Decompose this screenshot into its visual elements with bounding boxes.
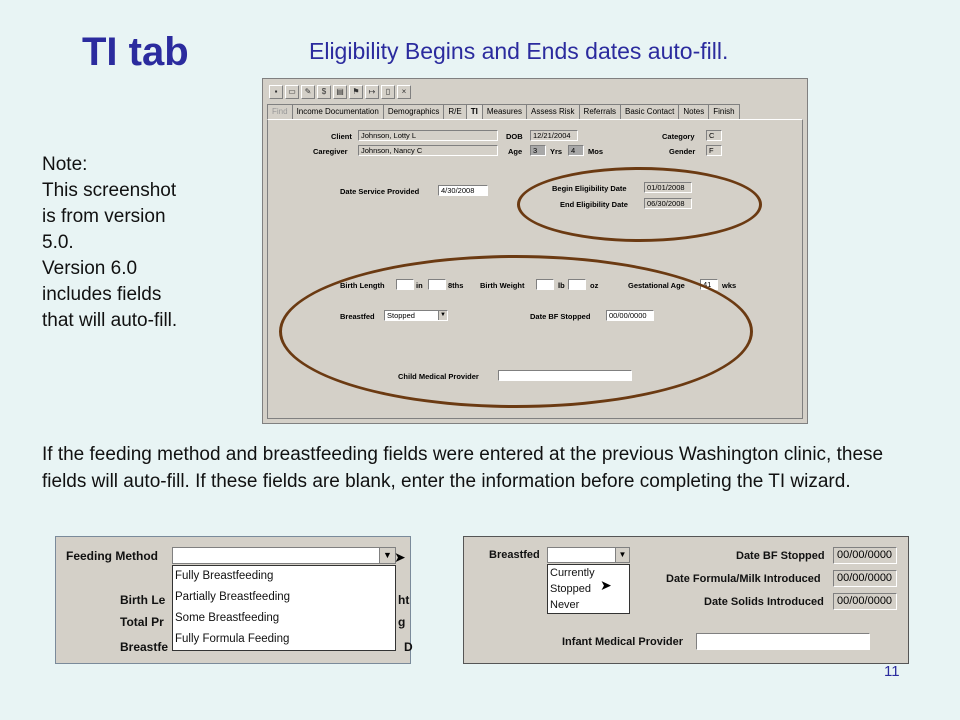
breastfed-label-partial: Breastfe bbox=[120, 640, 169, 654]
slide-title: TI tab bbox=[82, 30, 189, 74]
tools-icon[interactable]: ✎ bbox=[301, 85, 315, 99]
gender-field: F bbox=[706, 145, 722, 156]
right-label-partial: g bbox=[398, 615, 406, 629]
date-solids-field[interactable]: 00/00/0000 bbox=[833, 593, 897, 610]
note-line: 5.0. bbox=[42, 232, 74, 253]
eighths-label: 8ths bbox=[448, 281, 464, 290]
date-formula-label: Date Formula/Milk Introduced bbox=[666, 573, 821, 585]
birth-weight-label: Birth Weight bbox=[480, 281, 525, 290]
page-number: 11 bbox=[884, 663, 900, 680]
infant-medical-provider-label: Infant Medical Provider bbox=[562, 636, 684, 648]
right-label-partial: ht bbox=[398, 593, 410, 607]
list-item[interactable]: Currently bbox=[550, 567, 595, 579]
birth-weight-lb-input[interactable] bbox=[536, 279, 554, 290]
feeding-method-options bbox=[172, 565, 396, 651]
birth-length-in-input[interactable] bbox=[396, 279, 414, 290]
end-eligibility-label: End Eligibility Date bbox=[560, 200, 628, 209]
print-icon[interactable]: ▭ bbox=[285, 85, 299, 99]
infant-medical-provider-input[interactable] bbox=[696, 633, 870, 650]
tab-referrals[interactable]: Referrals bbox=[579, 104, 621, 119]
tab-assess-risk[interactable]: Assess Risk bbox=[526, 104, 580, 119]
feeding-method-screenshot bbox=[55, 536, 411, 664]
list-item[interactable]: Fully Breastfeeding bbox=[175, 570, 274, 582]
tab-demographics[interactable]: Demographics bbox=[383, 104, 445, 119]
breastfed-value: Stopped bbox=[387, 311, 415, 320]
end-eligibility-field: 06/30/2008 bbox=[644, 198, 692, 209]
tab-ti[interactable]: TI bbox=[466, 104, 483, 119]
caregiver-label: Caregiver bbox=[313, 147, 348, 156]
birth-length-8ths-input[interactable] bbox=[428, 279, 446, 290]
caregiver-field: Johnson, Nancy C bbox=[358, 145, 498, 156]
note-line: that will auto-fill. bbox=[42, 310, 178, 331]
date-service-input[interactable]: 4/30/2008 bbox=[438, 185, 488, 196]
mouse-cursor-icon: ➤ bbox=[394, 549, 406, 565]
note-line: is from version bbox=[42, 206, 166, 227]
ounces-label: oz bbox=[590, 281, 599, 290]
date-bf-stopped-field[interactable]: 00/00/0000 bbox=[833, 547, 897, 564]
tab-measures[interactable]: Measures bbox=[482, 104, 527, 119]
category-label: Category bbox=[662, 132, 695, 141]
breastfed-options bbox=[547, 564, 630, 614]
version-note bbox=[42, 152, 232, 334]
pounds-label: lb bbox=[558, 281, 565, 290]
gender-label: Gender bbox=[669, 147, 696, 156]
birth-length-label-partial: Birth Le bbox=[120, 593, 166, 607]
list-item[interactable]: Stopped bbox=[550, 583, 591, 595]
chevron-down-icon[interactable]: ▼ bbox=[438, 311, 447, 320]
tab-re[interactable]: R/E bbox=[443, 104, 466, 119]
birth-weight-oz-input[interactable] bbox=[568, 279, 586, 290]
gestational-age-label: Gestational Age bbox=[628, 281, 685, 290]
date-service-label: Date Service Provided bbox=[340, 187, 420, 196]
note-line: includes fields bbox=[42, 284, 162, 305]
tab-notes[interactable]: Notes bbox=[678, 104, 709, 119]
child-medical-provider-label: Child Medical Provider bbox=[398, 372, 479, 381]
years-label: Yrs bbox=[550, 147, 563, 156]
chevron-down-icon[interactable]: ▼ bbox=[379, 548, 395, 563]
export-icon[interactable]: ↦ bbox=[365, 85, 379, 99]
ti-tab-screenshot bbox=[262, 78, 808, 424]
dob-label: DOB bbox=[506, 132, 523, 141]
instructions-text: If the feeding method and breastfeeding fields were entered at the previous Washington clinic, these fields will auto-fill. If these fields are blank, enter the information before completing the TI wizard. bbox=[42, 444, 884, 492]
client-label: Client bbox=[331, 132, 352, 141]
dollar-icon[interactable]: $ bbox=[317, 85, 331, 99]
list-item[interactable]: Partially Breastfeeding bbox=[175, 591, 291, 603]
list-item[interactable]: Some Breastfeeding bbox=[175, 612, 280, 624]
total-label-partial: Total Pr bbox=[120, 615, 164, 629]
begin-eligibility-field: 01/01/2008 bbox=[644, 182, 692, 193]
age-years-field: 3 bbox=[530, 145, 546, 156]
list-item[interactable]: Fully Formula Feeding bbox=[175, 633, 290, 645]
months-label: Mos bbox=[588, 147, 603, 156]
chevron-down-icon[interactable]: ▼ bbox=[615, 548, 629, 562]
date-solids-label: Date Solids Introduced bbox=[704, 596, 824, 608]
tab-find[interactable]: Find bbox=[267, 104, 293, 119]
date-formula-field[interactable]: 00/00/0000 bbox=[833, 570, 897, 587]
tab-finish[interactable]: Finish bbox=[708, 104, 739, 119]
feeding-method-select[interactable] bbox=[172, 547, 396, 564]
dob-field: 12/21/2004 bbox=[530, 130, 578, 141]
age-months-field: 4 bbox=[568, 145, 584, 156]
feeding-method-label: Feeding Method bbox=[66, 549, 158, 563]
close-icon[interactable]: × bbox=[397, 85, 411, 99]
clipboard-icon[interactable]: ▤ bbox=[333, 85, 347, 99]
client-field: Johnson, Lotty L bbox=[358, 130, 498, 141]
mouse-cursor-icon: ➤ bbox=[600, 577, 612, 593]
flag-icon[interactable]: ⚑ bbox=[349, 85, 363, 99]
gestational-age-input[interactable]: 41 bbox=[700, 279, 718, 290]
right-label-partial: D bbox=[404, 640, 413, 654]
date-bf-stopped-input[interactable]: 00/00/0000 bbox=[606, 310, 654, 321]
breastfed-label: Breastfed bbox=[489, 549, 540, 561]
begin-eligibility-label: Begin Eligibility Date bbox=[552, 184, 627, 193]
weeks-label: wks bbox=[722, 281, 737, 290]
list-item[interactable]: Never bbox=[550, 599, 580, 611]
breastfed-select[interactable] bbox=[384, 310, 448, 321]
tab-bar bbox=[267, 104, 739, 119]
category-field: C bbox=[706, 130, 722, 141]
tab-income-documentation[interactable]: Income Documentation bbox=[292, 104, 384, 119]
note-line: This screenshot bbox=[42, 180, 177, 201]
date-bf-stopped-label: Date BF Stopped bbox=[736, 550, 825, 562]
child-medical-provider-input[interactable] bbox=[498, 370, 632, 381]
note-line: Version 6.0 bbox=[42, 258, 138, 279]
note-line: Note: bbox=[42, 154, 88, 175]
breastfed-select[interactable] bbox=[547, 547, 630, 563]
ti-panel bbox=[267, 119, 803, 419]
tab-basic-contact[interactable]: Basic Contact bbox=[620, 104, 679, 119]
inches-label: in bbox=[416, 281, 423, 290]
date-bf-stopped-label: Date BF Stopped bbox=[530, 312, 591, 321]
document-icon[interactable]: ▯ bbox=[381, 85, 395, 99]
save-icon[interactable]: ▪ bbox=[269, 85, 283, 99]
toolbar bbox=[269, 85, 411, 99]
birth-length-label: Birth Length bbox=[340, 281, 385, 290]
age-label: Age bbox=[508, 147, 523, 156]
breastfed-label: Breastfed bbox=[340, 312, 375, 321]
breastfed-screenshot bbox=[463, 536, 909, 664]
slide-subtitle: Eligibility Begins and Ends dates auto-fill. bbox=[309, 38, 729, 64]
